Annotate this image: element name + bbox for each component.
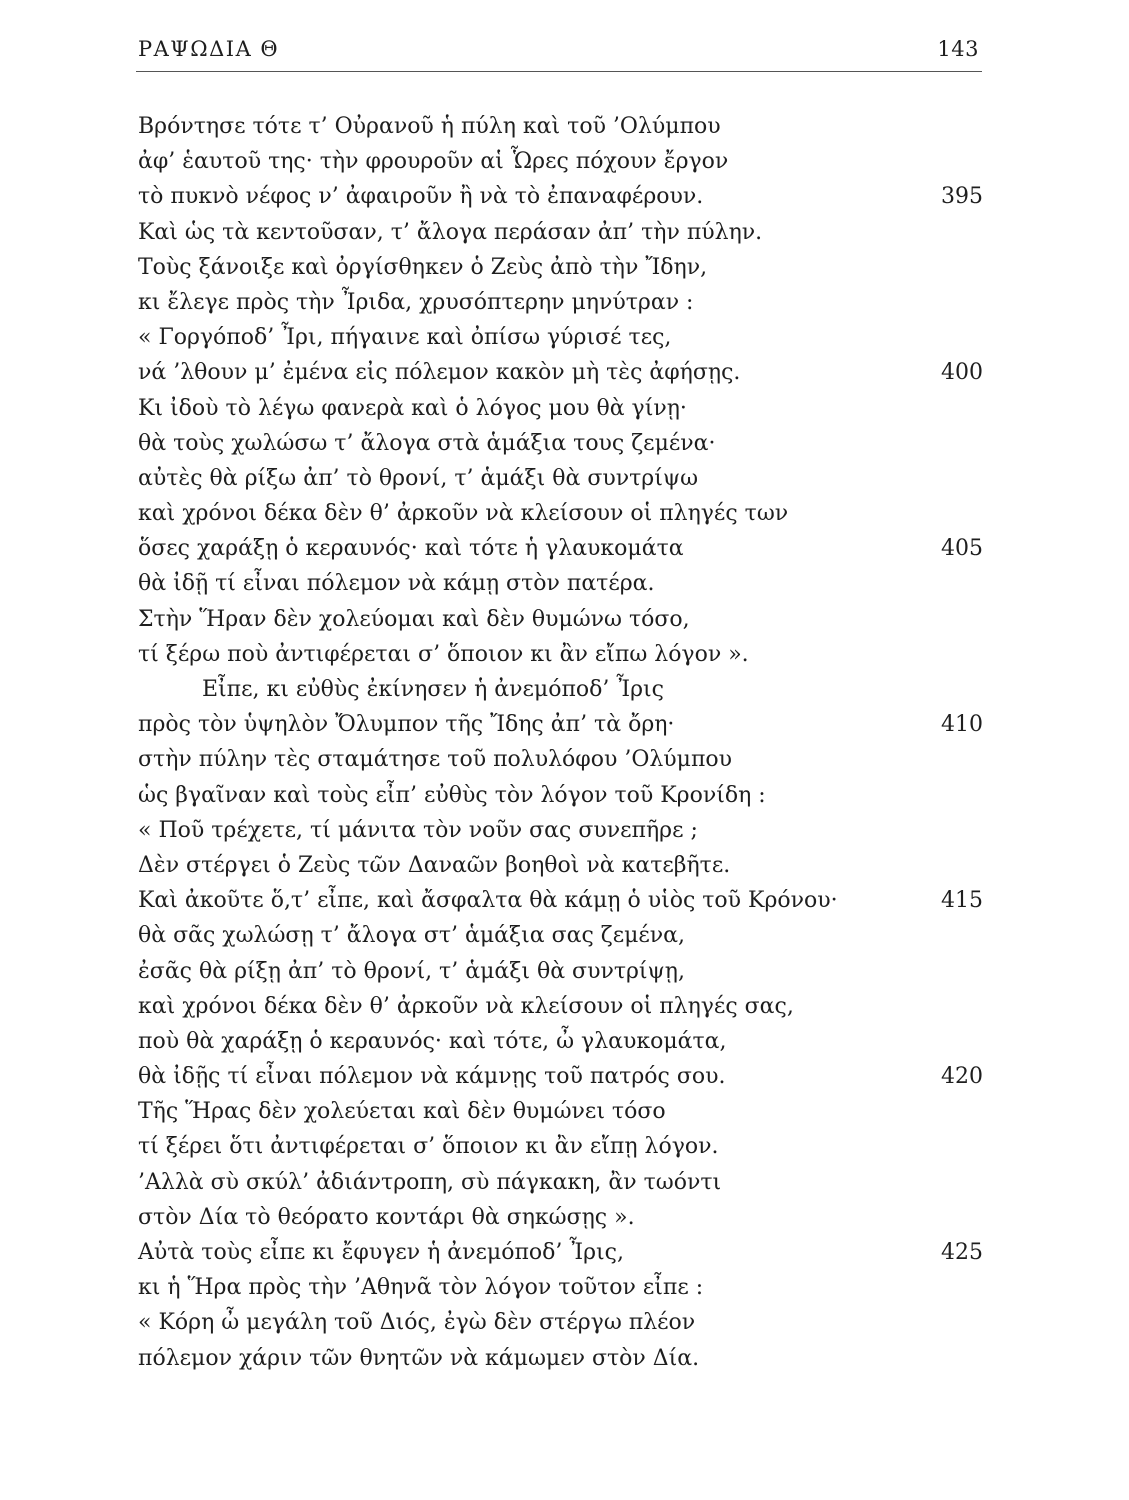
verse-text: ἀφ’ ἑαυτοῦ της· τὴν φρουροῦν αἱ Ὧρες πόχουν ἔργον bbox=[138, 149, 729, 175]
verse-text: θὰ τοὺς χωλώσω τ’ ἄλογα στὰ ἁμάξια τους ζεμένα· bbox=[138, 430, 716, 456]
verse-line bbox=[138, 496, 983, 531]
verse-line bbox=[138, 1200, 983, 1235]
verse-text: « Ποῦ τρέχετε, τί μάνιτα τὸν νοῦν σας συνεπῆρε ; bbox=[138, 817, 698, 843]
verse-text: θὰ ἰδῇ τί εἶναι πόλεμον νὰ κάμῃ στὸν πατέρα. bbox=[138, 571, 655, 597]
line-number: 420 bbox=[941, 1064, 983, 1090]
verse-line bbox=[138, 637, 983, 672]
verse-text: πόλεμον χάριν τῶν θνητῶν νὰ κάμωμεν στὸν Δία. bbox=[138, 1345, 700, 1371]
line-number: 400 bbox=[941, 360, 983, 386]
verse-line bbox=[138, 1341, 983, 1376]
verse-line bbox=[138, 989, 983, 1024]
verse-line bbox=[138, 320, 983, 355]
verse-text: τί ξέρω ποὺ ἀντιφέρεται σ’ ὅποιον κι ἂν εἴπω λόγον ». bbox=[138, 641, 749, 667]
verse-line bbox=[138, 918, 983, 953]
verse-line bbox=[138, 566, 983, 601]
verse-text: θὰ σᾶς χωλώσῃ τ’ ἄλογα στ’ ἁμάξια σας ζεμένα, bbox=[138, 923, 686, 949]
verse-line bbox=[138, 742, 983, 777]
verse-text: Στὴν Ἥραν δὲν χολεύομαι καὶ δὲν θυμώνω τόσο, bbox=[138, 606, 690, 632]
verse-line bbox=[138, 1059, 983, 1094]
line-number: 405 bbox=[941, 536, 983, 562]
verse-line bbox=[138, 215, 983, 250]
verse-line bbox=[138, 1235, 983, 1270]
line-number: 410 bbox=[941, 712, 983, 738]
verse-block bbox=[138, 109, 983, 1376]
line-number: 415 bbox=[941, 888, 983, 914]
verse-text: Καὶ ἀκοῦτε ὅ,τ’ εἶπε, καὶ ἄσφαλτα θὰ κάμῃ ὁ υἱὸς τοῦ Κρόνου· bbox=[138, 888, 838, 914]
verse-text: Βρόντησε τότε τ’ Οὐρανοῦ ἡ πύλη καὶ τοῦ ’Ολύμπου bbox=[138, 114, 721, 139]
verse-text: « Κόρη ὦ μεγάλη τοῦ Διός, ἐγὼ δὲν στέργω πλέον bbox=[138, 1310, 696, 1336]
header-rule bbox=[136, 71, 982, 72]
verse-line bbox=[138, 778, 983, 813]
verse-line bbox=[138, 848, 983, 883]
verse-text: Καὶ ὡς τὰ κεντοῦσαν, τ’ ἄλογα περάσαν ἀπ’ τὴν πύλην. bbox=[138, 219, 763, 245]
line-number: 395 bbox=[941, 184, 983, 210]
verse-line bbox=[138, 1165, 983, 1200]
verse-text: θὰ ἰδῇς τί εἶναι πόλεμον νὰ κάμνῃς τοῦ πατρός σου. bbox=[138, 1064, 726, 1090]
verse-line bbox=[138, 602, 983, 637]
verse-line bbox=[138, 109, 983, 144]
verse-text: Εἶπε, κι εὐθὺς ἐκίνησεν ἡ ἀνεμόποδ’ Ἶρις bbox=[202, 677, 664, 702]
verse-line bbox=[138, 179, 983, 214]
verse-text: Τῆς Ἥρας δὲν χολεύεται καὶ δὲν θυμώνει τόσο bbox=[138, 1099, 666, 1125]
verse-text: ὅσες χαράξῃ ὁ κεραυνός· καὶ τότε ἡ γλαυκομάτα bbox=[138, 536, 684, 562]
verse-line bbox=[138, 672, 983, 707]
verse-line bbox=[138, 954, 983, 989]
verse-text: στὸν Δία τὸ θεόρατο κοντάρι θὰ σηκώσῃς ». bbox=[138, 1204, 635, 1230]
verse-line bbox=[138, 1024, 983, 1059]
page-number: 143 bbox=[937, 37, 979, 61]
verse-line bbox=[138, 813, 983, 848]
verse-text: καὶ χρόνοι δέκα δὲν θ’ ἀρκοῦν νὰ κλείσουν οἱ πληγές σας, bbox=[138, 993, 794, 1019]
verse-text: ποὺ θὰ χαράξῃ ὁ κεραυνός· καὶ τότε, ὦ γλαυκομάτα, bbox=[138, 1028, 727, 1054]
verse-text: πρὸς τὸν ὑψηλὸν Ὄλυμπον τῆς Ἴδης ἀπ’ τὰ ὄρη· bbox=[138, 712, 675, 738]
verse-line bbox=[138, 883, 983, 918]
verse-text: ὡς βγαῖναν καὶ τοὺς εἶπ’ εὐθὺς τὸν λόγον τοῦ Κρονίδη : bbox=[138, 782, 766, 808]
verse-line bbox=[138, 531, 983, 566]
verse-line bbox=[138, 391, 983, 426]
line-number: 425 bbox=[941, 1240, 983, 1265]
verse-text: κι ἔλεγε πρὸς τὴν Ἶριδα, χρυσόπτερην μηνύτραν : bbox=[138, 289, 694, 315]
verse-line bbox=[138, 250, 983, 285]
verse-line bbox=[138, 707, 983, 742]
verse-text: νά ’λθουν μ’ ἐμένα εἰς πόλεμον κακὸν μὴ τὲς ἀφήσῃς. bbox=[138, 360, 741, 386]
verse-line bbox=[138, 461, 983, 496]
verse-line bbox=[138, 1129, 983, 1164]
verse-text: Δὲν στέργει ὁ Ζεὺς τῶν Δαναῶν βοηθοὶ νὰ κατεβῆτε. bbox=[138, 852, 731, 878]
verse-line bbox=[138, 426, 983, 461]
running-head-title: ΡΑΨΩΔΙΑ Θ bbox=[138, 37, 280, 61]
verse-line bbox=[138, 285, 983, 320]
verse-text: κι ἡ Ἥρα πρὸς τὴν ’Αθηνᾶ τὸν λόγον τοῦτον εἶπε : bbox=[138, 1275, 704, 1301]
verse-line bbox=[138, 1094, 983, 1129]
verse-text: Αὐτὰ τοὺς εἶπε κι ἔφυγεν ἡ ἀνεμόποδ’ Ἶρις, bbox=[138, 1240, 624, 1265]
verse-text: αὐτὲς θὰ ρίξω ἀπ’ τὸ θρονί, τ’ ἁμάξι θὰ συντρίψω bbox=[138, 465, 699, 491]
verse-text: τί ξέρει ὅτι ἀντιφέρεται σ’ ὅποιον κι ἂν εἴπῃ λόγον. bbox=[138, 1134, 719, 1160]
verse-text: τὸ πυκνὸ νέφος ν’ ἀφαιροῦν ἢ νὰ τὸ ἐπαναφέρουν. bbox=[138, 184, 704, 210]
verse-text: ἐσᾶς θὰ ρίξῃ ἀπ’ τὸ θρονί, τ’ ἁμάξι θὰ συντρίψῃ, bbox=[138, 958, 685, 984]
verse-line bbox=[138, 1305, 983, 1340]
verse-line bbox=[138, 1270, 983, 1305]
verse-text: στὴν πύλην τὲς σταμάτησε τοῦ πολυλόφου ’Ολύμπου bbox=[138, 747, 733, 773]
verse-text: καὶ χρόνοι δέκα δὲν θ’ ἀρκοῦν νὰ κλείσουν οἱ πληγές των bbox=[138, 501, 789, 527]
verse-line bbox=[138, 144, 983, 179]
verse-text: « Γοργόποδ’ Ἶρι, πήγαινε καὶ ὀπίσω γύρισέ τες, bbox=[138, 325, 672, 351]
verse-text: Κι ἰδοὺ τὸ λέγω φανερὰ καὶ ὁ λόγος μου θὰ γίνῃ· bbox=[138, 395, 687, 421]
verse-line bbox=[138, 355, 983, 390]
verse-text: ’Αλλὰ σὺ σκύλ’ ἀδιάντροπη, σὺ πάγκακη, ἂν τωόντι bbox=[138, 1169, 722, 1195]
verse-text: Τοὺς ξάνοιξε καὶ ὀργίσθηκεν ὁ Ζεὺς ἀπὸ τὴν Ἴδην, bbox=[138, 254, 708, 280]
